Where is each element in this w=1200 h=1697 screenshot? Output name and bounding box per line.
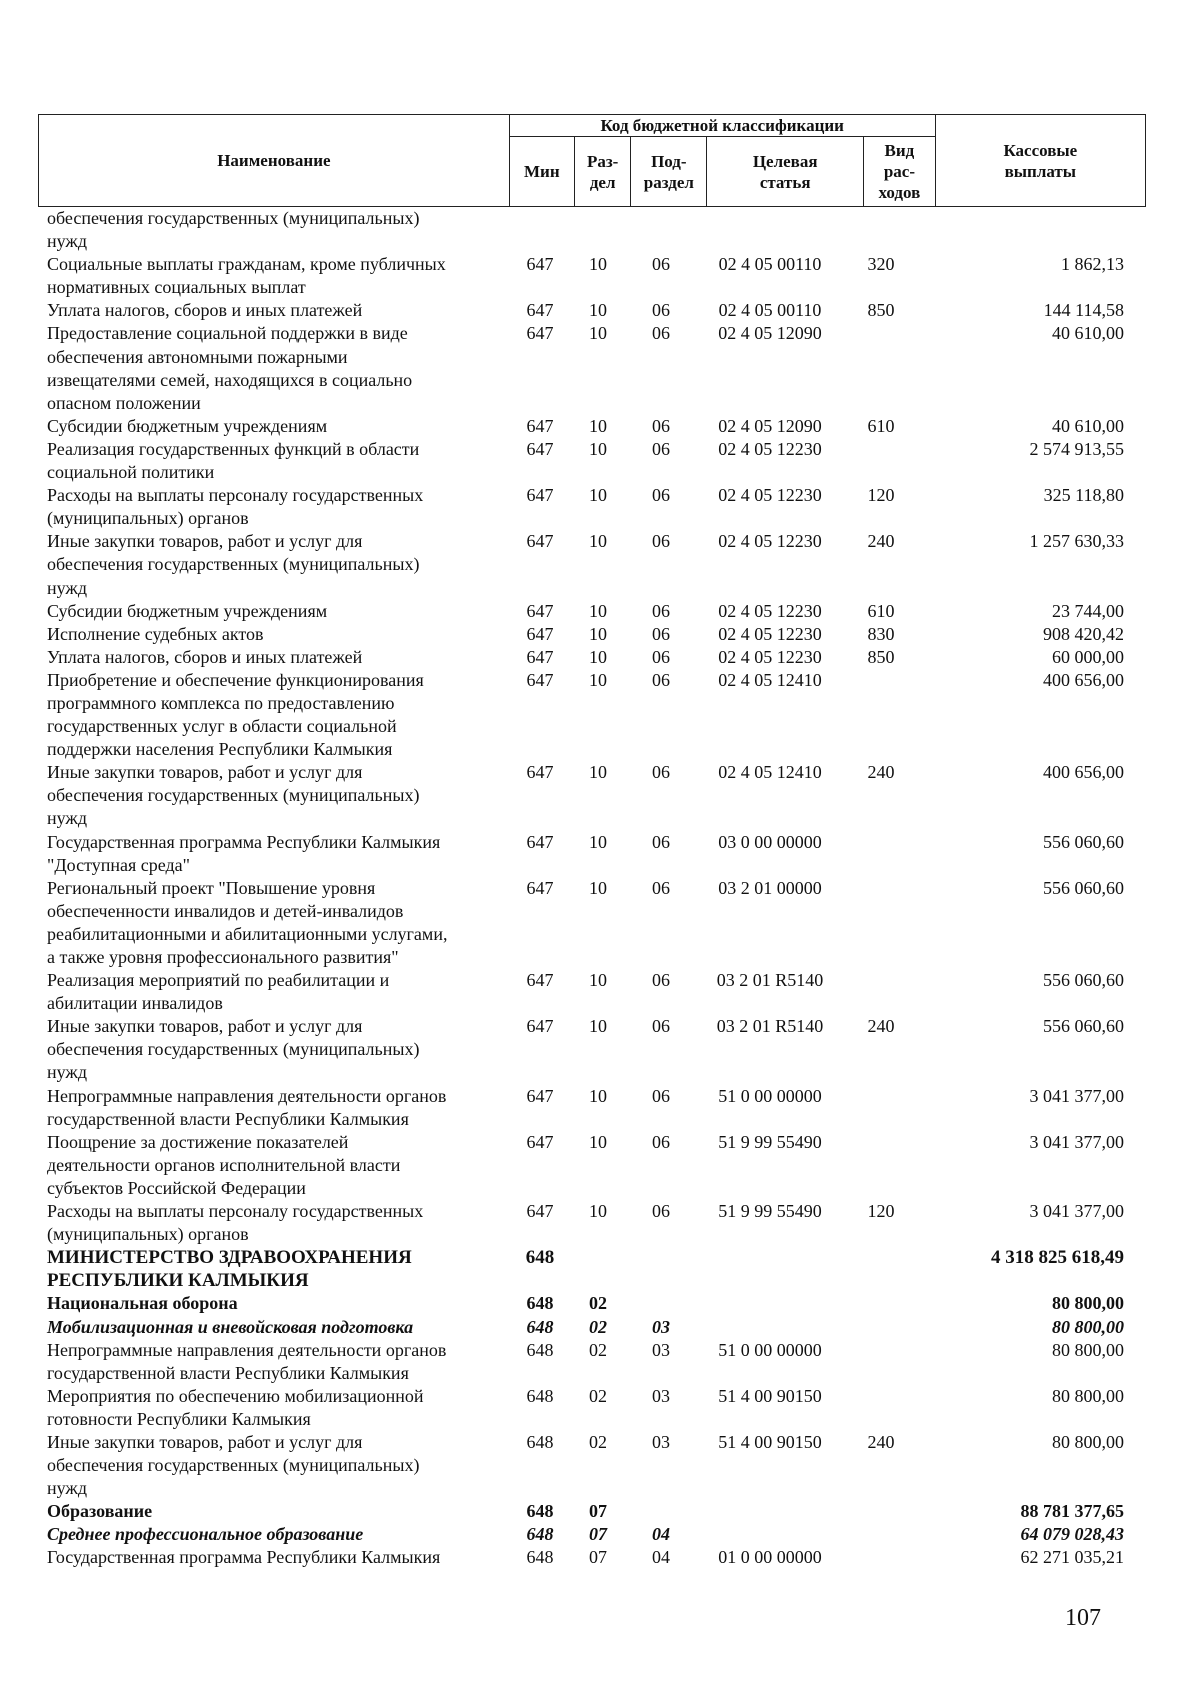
cell-razdel: 10 xyxy=(589,669,607,690)
cell-name: Мобилизационная и вневойсковая подготовка xyxy=(47,1316,414,1337)
cell-summa: 40 610,00 xyxy=(1052,415,1124,436)
table-row xyxy=(38,1015,1146,1084)
cell-min: 647 xyxy=(526,1201,554,1222)
cell-name: Иные закупки товаров, работ и услуг для обеспечения государственных (муниципальных) нужд xyxy=(47,1431,420,1499)
cell-name: Уплата налогов, сборов и иных платежей xyxy=(47,300,363,321)
cell-min: 647 xyxy=(526,531,554,552)
cell-name: Реализация государственных функций в области социальной политики xyxy=(47,438,420,483)
cell-summa: 3 041 377,00 xyxy=(1029,1201,1124,1222)
cell-podrazdel: 03 xyxy=(652,1431,670,1452)
table-row xyxy=(38,1546,1146,1569)
cell-vid: 120 xyxy=(867,1201,895,1222)
cell-min: 647 xyxy=(526,415,554,436)
cell-summa: 40 610,00 xyxy=(1052,323,1124,344)
cell-name: Социальные выплаты гражданам, кроме публичных нормативных социальных выплат xyxy=(47,254,446,298)
cell-name: Расходы на выплаты персоналу государственных (муниципальных) органов xyxy=(47,485,424,529)
cell-podrazdel: 06 xyxy=(652,1201,670,1222)
cell-name: Поощрение за достижение показателей деятельности органов исполнительной власти субъектов Российской Федерации xyxy=(47,1131,401,1198)
cell-min: 647 xyxy=(526,1131,554,1152)
cell-razdel: 10 xyxy=(589,762,607,783)
cell-celevaya: 02 4 05 12230 xyxy=(718,623,822,644)
cell-podrazdel: 06 xyxy=(652,1016,670,1037)
cell-celevaya: 03 0 00 00000 xyxy=(718,831,822,852)
cell-name: МИНИСТЕРСТВО ЗДРАВООХРАНЕНИЯ РЕСПУБЛИКИ КАЛМЫКИЯ xyxy=(47,1247,412,1292)
table-row xyxy=(38,1500,1146,1523)
cell-summa: 400 656,00 xyxy=(1043,762,1124,783)
cell-summa: 80 800,00 xyxy=(1052,1385,1124,1406)
table-row xyxy=(38,530,1146,599)
cell-min: 647 xyxy=(526,254,554,275)
table-row xyxy=(38,646,1146,669)
cell-podrazdel: 03 xyxy=(652,1316,670,1337)
cell-celevaya: 51 4 00 90150 xyxy=(718,1385,822,1406)
table-row xyxy=(38,1292,1146,1315)
cell-name: Приобретение и обеспечение функционирования программного комплекса по предоставлению государственных услуг в области социальной поддержки населения Республики Калмыкия xyxy=(47,669,424,760)
cell-podrazdel: 06 xyxy=(652,323,670,344)
cell-summa: 62 271 035,21 xyxy=(1020,1547,1124,1568)
cell-razdel: 10 xyxy=(589,254,607,275)
header-code-group: Код бюджетной классификации xyxy=(509,115,935,137)
cell-podrazdel: 06 xyxy=(652,1131,670,1152)
table-row xyxy=(38,484,1146,530)
cell-min: 647 xyxy=(526,1085,554,1106)
cell-vid: 850 xyxy=(867,646,895,667)
table-row xyxy=(38,1316,1146,1339)
cell-name: Образование xyxy=(47,1501,153,1522)
cell-min: 647 xyxy=(526,877,554,898)
cell-name: Субсидии бюджетным учреждениям xyxy=(47,600,328,621)
cell-celevaya: 02 4 05 12230 xyxy=(718,485,822,506)
cell-min: 647 xyxy=(526,669,554,690)
cell-razdel: 07 xyxy=(589,1501,607,1522)
cell-celevaya: 02 4 05 12410 xyxy=(718,669,822,690)
cell-min: 647 xyxy=(526,646,554,667)
table-row xyxy=(38,415,1146,438)
cell-podrazdel: 06 xyxy=(652,831,670,852)
table-row xyxy=(38,831,1146,877)
cell-name: Иные закупки товаров, работ и услуг для обеспечения государственных (муниципальных) нужд xyxy=(47,1016,420,1083)
cell-razdel: 10 xyxy=(589,1131,607,1152)
cell-min: 647 xyxy=(526,970,554,991)
table-row xyxy=(38,253,1146,299)
cell-podrazdel: 03 xyxy=(652,1385,670,1406)
cell-celevaya: 51 4 00 90150 xyxy=(718,1431,822,1452)
cell-min: 647 xyxy=(526,300,554,321)
cell-min: 648 xyxy=(526,1547,554,1568)
cell-min: 648 xyxy=(526,1385,554,1406)
cell-vid: 240 xyxy=(867,1431,895,1452)
cell-summa: 1 257 630,33 xyxy=(1029,531,1124,552)
table-row xyxy=(38,669,1146,761)
table-header xyxy=(38,114,1146,207)
cell-min: 648 xyxy=(525,1247,555,1269)
cell-summa: 556 060,60 xyxy=(1043,877,1124,898)
cell-summa: 80 800,00 xyxy=(1052,1431,1124,1452)
cell-razdel: 10 xyxy=(589,323,607,344)
header-razdel: Раз- дел xyxy=(574,137,631,207)
cell-summa: 3 041 377,00 xyxy=(1029,1085,1124,1106)
table-row xyxy=(38,877,1146,969)
cell-razdel: 10 xyxy=(589,1201,607,1222)
cell-vid: 610 xyxy=(867,600,895,621)
table-row xyxy=(38,438,1146,484)
cell-name: Непрограммные направления деятельности органов государственной власти Республики Калмыкия xyxy=(47,1339,447,1383)
table-row xyxy=(38,600,1146,623)
table-row xyxy=(38,1385,1146,1431)
table-row xyxy=(38,299,1146,322)
cell-name: Мероприятия по обеспечению мобилизационной готовности Республики Калмыкия xyxy=(47,1385,424,1429)
cell-summa: 3 041 377,00 xyxy=(1029,1131,1124,1152)
cell-summa: 80 800,00 xyxy=(1052,1316,1124,1337)
cell-summa: 64 079 028,43 xyxy=(1020,1524,1124,1545)
cell-summa: 1 862,13 xyxy=(1061,254,1124,275)
cell-min: 647 xyxy=(526,323,554,344)
cell-min: 648 xyxy=(526,1524,554,1545)
cell-name: Среднее профессиональное образование xyxy=(47,1524,364,1545)
cell-celevaya: 03 2 01 00000 xyxy=(718,877,822,898)
cell-celevaya: 51 0 00 00000 xyxy=(718,1085,822,1106)
cell-vid: 320 xyxy=(867,254,895,275)
cell-podrazdel: 06 xyxy=(652,646,670,667)
cell-celevaya: 02 4 05 12230 xyxy=(718,600,822,621)
cell-summa: 23 744,00 xyxy=(1052,600,1124,621)
table-row xyxy=(38,969,1146,1015)
cell-vid: 120 xyxy=(867,485,895,506)
cell-celevaya: 03 2 01 R5140 xyxy=(716,970,824,991)
cell-celevaya: 02 4 05 12230 xyxy=(718,531,822,552)
table-row xyxy=(38,1339,1146,1385)
cell-celevaya: 03 2 01 R5140 xyxy=(716,1016,824,1037)
table-row xyxy=(38,322,1146,414)
cell-razdel: 02 xyxy=(589,1316,607,1337)
cell-celevaya: 02 4 05 12090 xyxy=(718,323,822,344)
cell-razdel: 10 xyxy=(589,438,607,459)
cell-summa: 556 060,60 xyxy=(1043,1016,1124,1037)
cell-summa: 556 060,60 xyxy=(1043,970,1124,991)
cell-summa: 80 800,00 xyxy=(1052,1339,1124,1360)
cell-summa: 144 114,58 xyxy=(1043,300,1124,321)
cell-min: 647 xyxy=(526,600,554,621)
cell-summa: 80 800,00 xyxy=(1052,1293,1124,1314)
cell-razdel: 10 xyxy=(589,831,607,852)
cell-celevaya: 02 4 05 12410 xyxy=(718,762,822,783)
header-name: Наименование xyxy=(39,115,510,207)
cell-razdel: 02 xyxy=(589,1431,607,1452)
cell-name: Предоставление социальной поддержки в виде обеспечения автономными пожарными извещателями семей, находящихся в социально опасном положении xyxy=(47,323,413,413)
cell-min: 648 xyxy=(526,1431,554,1452)
cell-name: Непрограммные направления деятельности органов государственной власти Республики Калмыкия xyxy=(47,1085,447,1129)
cell-podrazdel: 06 xyxy=(652,669,670,690)
table-row xyxy=(38,1523,1146,1546)
cell-summa: 400 656,00 xyxy=(1043,669,1124,690)
cell-razdel: 10 xyxy=(589,600,607,621)
table-row xyxy=(38,1200,1146,1246)
cell-summa: 88 781 377,65 xyxy=(1020,1501,1124,1522)
cell-razdel: 10 xyxy=(589,623,607,644)
cell-podrazdel: 06 xyxy=(652,970,670,991)
cell-podrazdel: 06 xyxy=(652,762,670,783)
cell-name: Исполнение судебных актов xyxy=(47,623,264,644)
cell-min: 647 xyxy=(526,623,554,644)
cell-summa: 908 420,42 xyxy=(1043,623,1124,644)
cell-podrazdel: 04 xyxy=(652,1547,670,1568)
cell-min: 648 xyxy=(526,1293,554,1314)
cell-min: 647 xyxy=(526,438,554,459)
cell-vid: 240 xyxy=(867,531,895,552)
cell-podrazdel: 06 xyxy=(652,254,670,275)
cell-celevaya: 02 4 05 12230 xyxy=(718,646,822,667)
table-body xyxy=(38,207,1146,1570)
cell-razdel: 02 xyxy=(589,1339,607,1360)
cell-podrazdel: 06 xyxy=(652,1085,670,1106)
cell-min: 648 xyxy=(526,1501,554,1522)
cell-podrazdel: 06 xyxy=(652,438,670,459)
cell-vid: 830 xyxy=(867,623,895,644)
cell-name: Государственная программа Республики Калмыкия xyxy=(47,1547,441,1568)
table-row xyxy=(38,1085,1146,1131)
cell-razdel: 07 xyxy=(589,1547,607,1568)
header-vid: Вид рас- ходов xyxy=(864,137,936,207)
cell-razdel: 07 xyxy=(589,1524,607,1545)
cell-name: Национальная оборона xyxy=(47,1293,238,1314)
cell-name: Расходы на выплаты персоналу государственных (муниципальных) органов xyxy=(47,1201,424,1245)
cell-podrazdel: 04 xyxy=(652,1524,670,1545)
cell-min: 648 xyxy=(526,1339,554,1360)
cell-summa: 60 000,00 xyxy=(1052,646,1124,667)
cell-min: 648 xyxy=(526,1316,554,1337)
cell-razdel: 10 xyxy=(589,1085,607,1106)
cell-podrazdel: 06 xyxy=(652,300,670,321)
cell-name: обеспечения государственных (муниципальных) нужд xyxy=(47,208,420,252)
cell-razdel: 10 xyxy=(589,300,607,321)
cell-celevaya: 01 0 00 00000 xyxy=(718,1547,822,1568)
cell-celevaya: 02 4 05 12230 xyxy=(718,438,822,459)
cell-min: 647 xyxy=(526,485,554,506)
cell-min: 647 xyxy=(526,831,554,852)
cell-razdel: 10 xyxy=(589,485,607,506)
cell-celevaya: 51 9 99 55490 xyxy=(718,1201,822,1222)
cell-celevaya: 02 4 05 00110 xyxy=(718,300,822,321)
cell-summa: 2 574 913,55 xyxy=(1029,438,1124,459)
cell-podrazdel: 03 xyxy=(652,1339,670,1360)
cell-podrazdel: 06 xyxy=(652,877,670,898)
cell-vid: 240 xyxy=(867,1016,895,1037)
cell-celevaya: 51 0 00 00000 xyxy=(718,1339,822,1360)
cell-razdel: 10 xyxy=(589,531,607,552)
cell-razdel: 02 xyxy=(589,1385,607,1406)
header-celevaya: Целевая статья xyxy=(707,137,864,207)
cell-razdel: 10 xyxy=(589,646,607,667)
table-row xyxy=(38,761,1146,830)
cell-celevaya: 02 4 05 00110 xyxy=(718,254,822,275)
cell-razdel: 10 xyxy=(589,970,607,991)
table-row xyxy=(38,207,1146,253)
cell-podrazdel: 06 xyxy=(652,600,670,621)
cell-min: 647 xyxy=(526,1016,554,1037)
cell-razdel: 02 xyxy=(589,1293,607,1314)
cell-vid: 610 xyxy=(867,415,895,436)
cell-summa: 4 318 825 618,49 xyxy=(991,1247,1124,1269)
cell-razdel: 10 xyxy=(589,415,607,436)
table-row xyxy=(38,1246,1146,1292)
cell-razdel: 10 xyxy=(589,1016,607,1037)
cell-name: Реализация мероприятий по реабилитации и абилитации инвалидов xyxy=(47,970,390,1014)
cell-min: 647 xyxy=(526,762,554,783)
cell-name: Уплата налогов, сборов и иных платежей xyxy=(47,646,363,667)
cell-podrazdel: 06 xyxy=(652,415,670,436)
cell-summa: 556 060,60 xyxy=(1043,831,1124,852)
cell-podrazdel: 06 xyxy=(652,485,670,506)
cell-celevaya: 02 4 05 12090 xyxy=(718,415,822,436)
page-number: 107 xyxy=(1065,1605,1101,1631)
header-min: Мин xyxy=(509,137,574,207)
cell-name: Государственная программа Республики Калмыкия "Доступная среда" xyxy=(47,831,441,875)
cell-name: Субсидии бюджетным учреждениям xyxy=(47,415,328,436)
table-row xyxy=(38,1431,1146,1500)
cell-razdel: 10 xyxy=(589,877,607,898)
cell-name: Иные закупки товаров, работ и услуг для обеспечения государственных (муниципальных) нужд xyxy=(47,762,420,829)
cell-summa: 325 118,80 xyxy=(1043,485,1124,506)
cell-name: Иные закупки товаров, работ и услуг для обеспечения государственных (муниципальных) нужд xyxy=(47,531,420,598)
cell-name: Региональный проект "Повышение уровня обеспеченности инвалидов и детей-инвалидов реабилитационными и абилитационными услугами, а также уровня профессионального развития" xyxy=(47,877,448,967)
cell-podrazdel: 06 xyxy=(652,623,670,644)
table-row xyxy=(38,1131,1146,1200)
table-row xyxy=(38,623,1146,646)
budget-table-page xyxy=(38,114,1146,1570)
cell-podrazdel: 06 xyxy=(652,531,670,552)
header-summa: Кассовые выплаты xyxy=(935,115,1145,207)
cell-vid: 850 xyxy=(867,300,895,321)
cell-vid: 240 xyxy=(867,762,895,783)
header-podrazdel: Под- раздел xyxy=(631,137,707,207)
cell-celevaya: 51 9 99 55490 xyxy=(718,1131,822,1152)
